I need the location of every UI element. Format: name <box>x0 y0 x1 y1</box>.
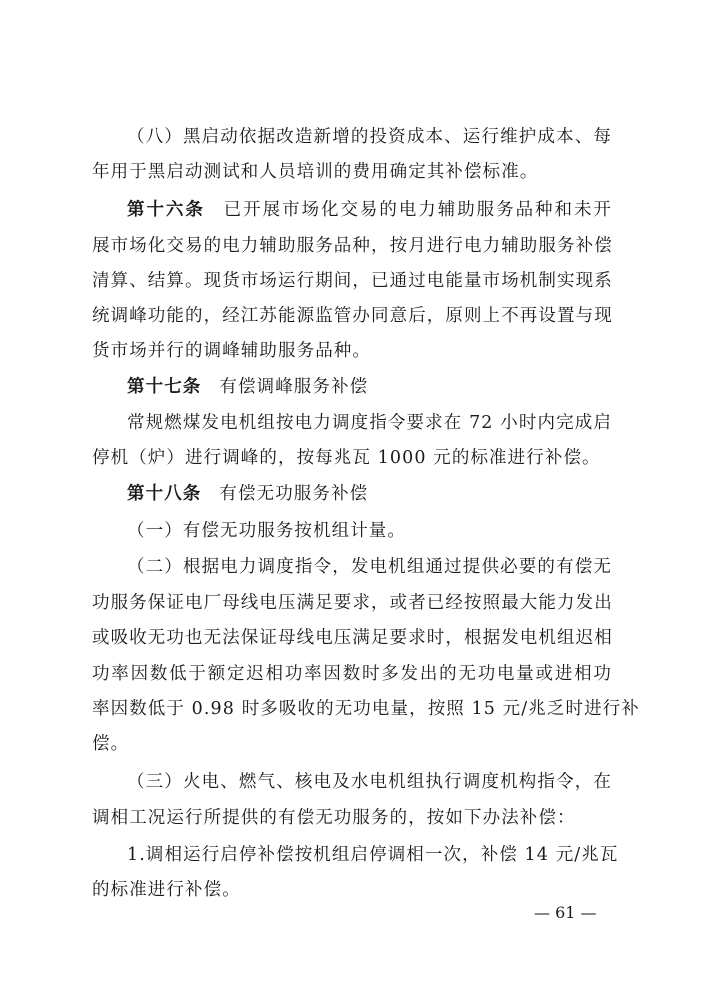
paragraph-line: 调相工况运行所提供的有偿无功服务的，按如下办法补偿： <box>92 808 576 828</box>
paragraph-line: 展市场化交易的电力辅助服务品种，按月进行电力辅助服务补偿 <box>92 236 613 256</box>
paragraph-line: 功率因数低于额定迟相功率因数时多发出的无功电量或进相功 <box>92 664 612 684</box>
paragraph-line: （三）火电、燃气、核电及水电机组执行调度机构指令，在 <box>127 772 612 792</box>
article-17-line <box>127 370 612 404</box>
article-16-line <box>127 193 612 227</box>
article-heading: 第十八条 <box>127 484 202 504</box>
paragraph-line: 的标准进行补偿。 <box>92 880 241 900</box>
article-heading: 第十七条 <box>127 377 202 397</box>
paragraph-line: 停机（炉）进行调峰的，按每兆瓦 1000 元的标准进行补偿。 <box>92 448 601 468</box>
paragraph-line: 或吸收无功也无法保证母线电压满足要求时，根据发电机组迟相 <box>92 628 613 648</box>
paragraph-line: （八）黑启动依据改造新增的投资成本、运行维护成本、每 <box>127 127 612 147</box>
paragraph-line: （一）有偿无功服务按机组计量。 <box>127 521 406 541</box>
paragraph-line: （二）根据电力调度指令，发电机组通过提供必要的有偿无 <box>127 557 612 577</box>
paragraph-line: 1.调相运行启停补偿按机组启停调相一次，补偿 14 元/兆瓦 <box>127 845 619 865</box>
paragraph-line: 货市场并行的调峰辅助服务品种。 <box>92 341 371 361</box>
article-text: 有偿无功服务补偿 <box>219 484 369 504</box>
article-text: 已开展市场化交易的电力辅助服务品种和未开 <box>222 200 613 220</box>
paragraph-line: 偿。 <box>92 734 130 754</box>
page-number: — 61 — <box>534 903 597 922</box>
article-18-line <box>127 477 612 511</box>
paragraph-line: 统调峰功能的，经江苏能源监管办同意后，原则上不再设置与现 <box>92 306 613 326</box>
paragraph-line: 年用于黑启动测试和人员培训的费用确定其补偿标准。 <box>92 162 539 182</box>
paragraph-line: 清算、结算。现货市场运行期间，已通过电能量市场机制实现系 <box>92 271 613 291</box>
article-heading: 第十六条 <box>127 200 205 220</box>
paragraph-line: 功服务保证电厂母线电压满足要求，或者已经按照最大能力发出 <box>92 593 613 613</box>
paragraph-line: 率因数低于 0.98 时多吸收的无功电量，按照 15 元/兆乏时进行补 <box>92 699 640 719</box>
article-text: 有偿调峰服务补偿 <box>219 377 369 397</box>
paragraph-line: 常规燃煤发电机组按电力调度指令要求在 72 小时内完成启 <box>127 413 612 433</box>
